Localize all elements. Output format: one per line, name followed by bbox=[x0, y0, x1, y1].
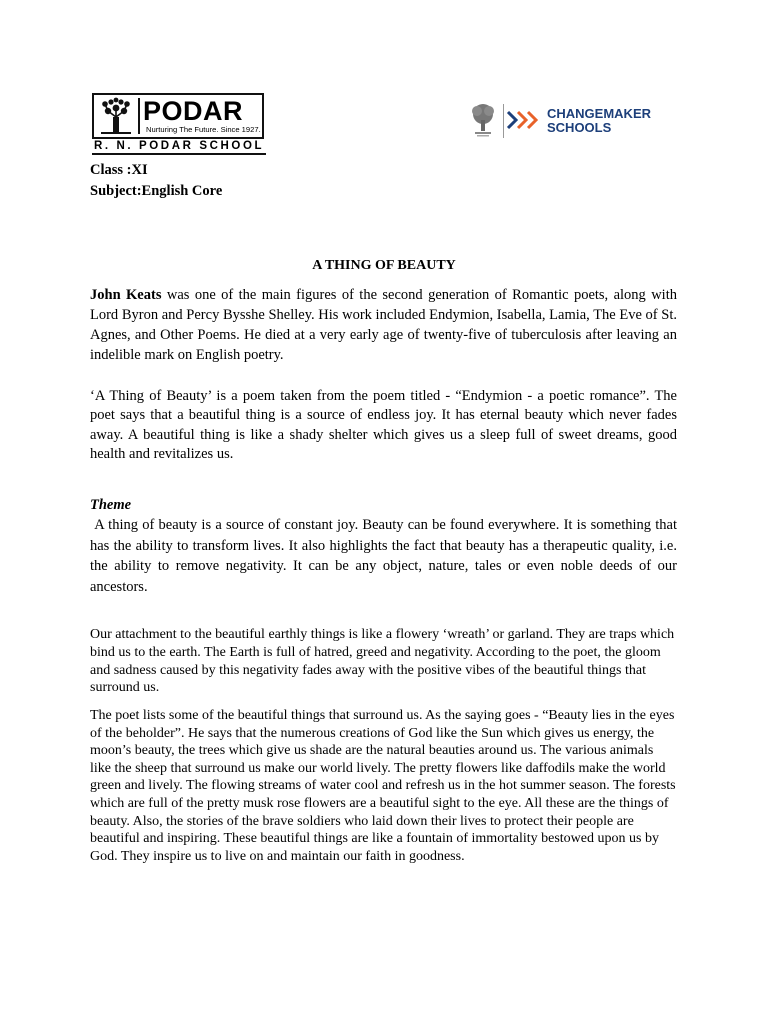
podar-tagline: Nurturing The Future. Since 1927. bbox=[146, 125, 261, 134]
logo-divider bbox=[503, 104, 504, 138]
changemaker-line1: CHANGEMAKER bbox=[547, 106, 651, 121]
beautiful-things-paragraph: The poet lists some of the beautiful things that surround us. As the saying goes - “Beauty lies in the eyes of the beholder”. He says that the numerous creations of God like the Sun which gives us energy, the moon’s beauty, the trees which give us shade are the natural beauties around us. The various animals like the sheep that surround us make our world lively. The pretty flowers like daffodils make the world green and lively. The flowing streams of water cool and refresh us in the hot summer season. The forests which are full of the pretty musk rose flowers are a beautiful sight to the eye. All these are the things of beauty. Also, the stories of the brave soldiers who laid down their lives to protect their people are beautiful and inspiring. These beautiful things are like a fountain of immortality bestowed upon us by God. They inspire us to live on and maintain our faith in goodness. bbox=[90, 708, 676, 864]
class-label: Class :XI bbox=[90, 162, 148, 178]
intro-paragraph bbox=[90, 285, 677, 365]
school-name-underline bbox=[92, 153, 266, 155]
chevron-arrows-icon bbox=[506, 109, 542, 131]
podar-logo-frame bbox=[92, 93, 264, 139]
theme-paragraph bbox=[90, 515, 677, 597]
attachment-paragraph: Our attachment to the beautiful earthly things is like a flowery ‘wreath’ or garland. They are traps which bind us to the earth. The Earth is full of hatred, greed and negativity. According to the poet, the gloom and sadness caused by this negativity fades away with the positive vibes of the beautiful things that surround us. bbox=[90, 627, 675, 696]
subject-label: Subject:English Core bbox=[90, 183, 223, 199]
changemaker-wordmark bbox=[547, 107, 651, 135]
tree-emblem-icon bbox=[466, 102, 500, 138]
changemaker-schools-logo bbox=[466, 102, 651, 142]
summary-paragraph: ‘A Thing of Beauty’ is a poem taken from the poem titled - “Endymion - a poetic romance”. The poet says that a beautiful thing is a source of endless joy. It has eternal beauty which never fades away. A beautiful thing is like a shady shelter which gives us a sleep full of sweet dreams, good health and revitalizes us. bbox=[90, 388, 677, 462]
document-title: A THING OF BEAUTY bbox=[312, 258, 456, 273]
author-name: John Keats bbox=[90, 287, 162, 303]
podar-wordmark: PODAR bbox=[143, 96, 244, 126]
intro-text: was one of the main figures of the second generation of Romantic poets, along with Lord Byron and Percy Bysshe Shelley. His work included Endymion, Isabella, Lamia, The Eve of St. Agnes, and Other Poems. He died at a very early age of twenty-five of tuberculosis after leaving an indelible mark on English poetry. bbox=[90, 287, 677, 363]
theme-heading: Theme bbox=[90, 497, 132, 513]
tree-icon bbox=[97, 97, 135, 135]
theme-text: A thing of beauty is a source of constant joy. Beauty can be found everywhere. It is something that has the ability to transform lives. It also highlights the fact that beauty has a therapeutic quality, i.e. the ability to remove negativity. It can be any object, nature, tales or even noble deeds of our ancestors. bbox=[90, 517, 677, 595]
podar-school-logo bbox=[92, 93, 267, 155]
school-name: R. N. PODAR SCHOOL bbox=[94, 140, 265, 152]
logo-divider bbox=[138, 98, 140, 134]
changemaker-line2: SCHOOLS bbox=[547, 120, 612, 135]
